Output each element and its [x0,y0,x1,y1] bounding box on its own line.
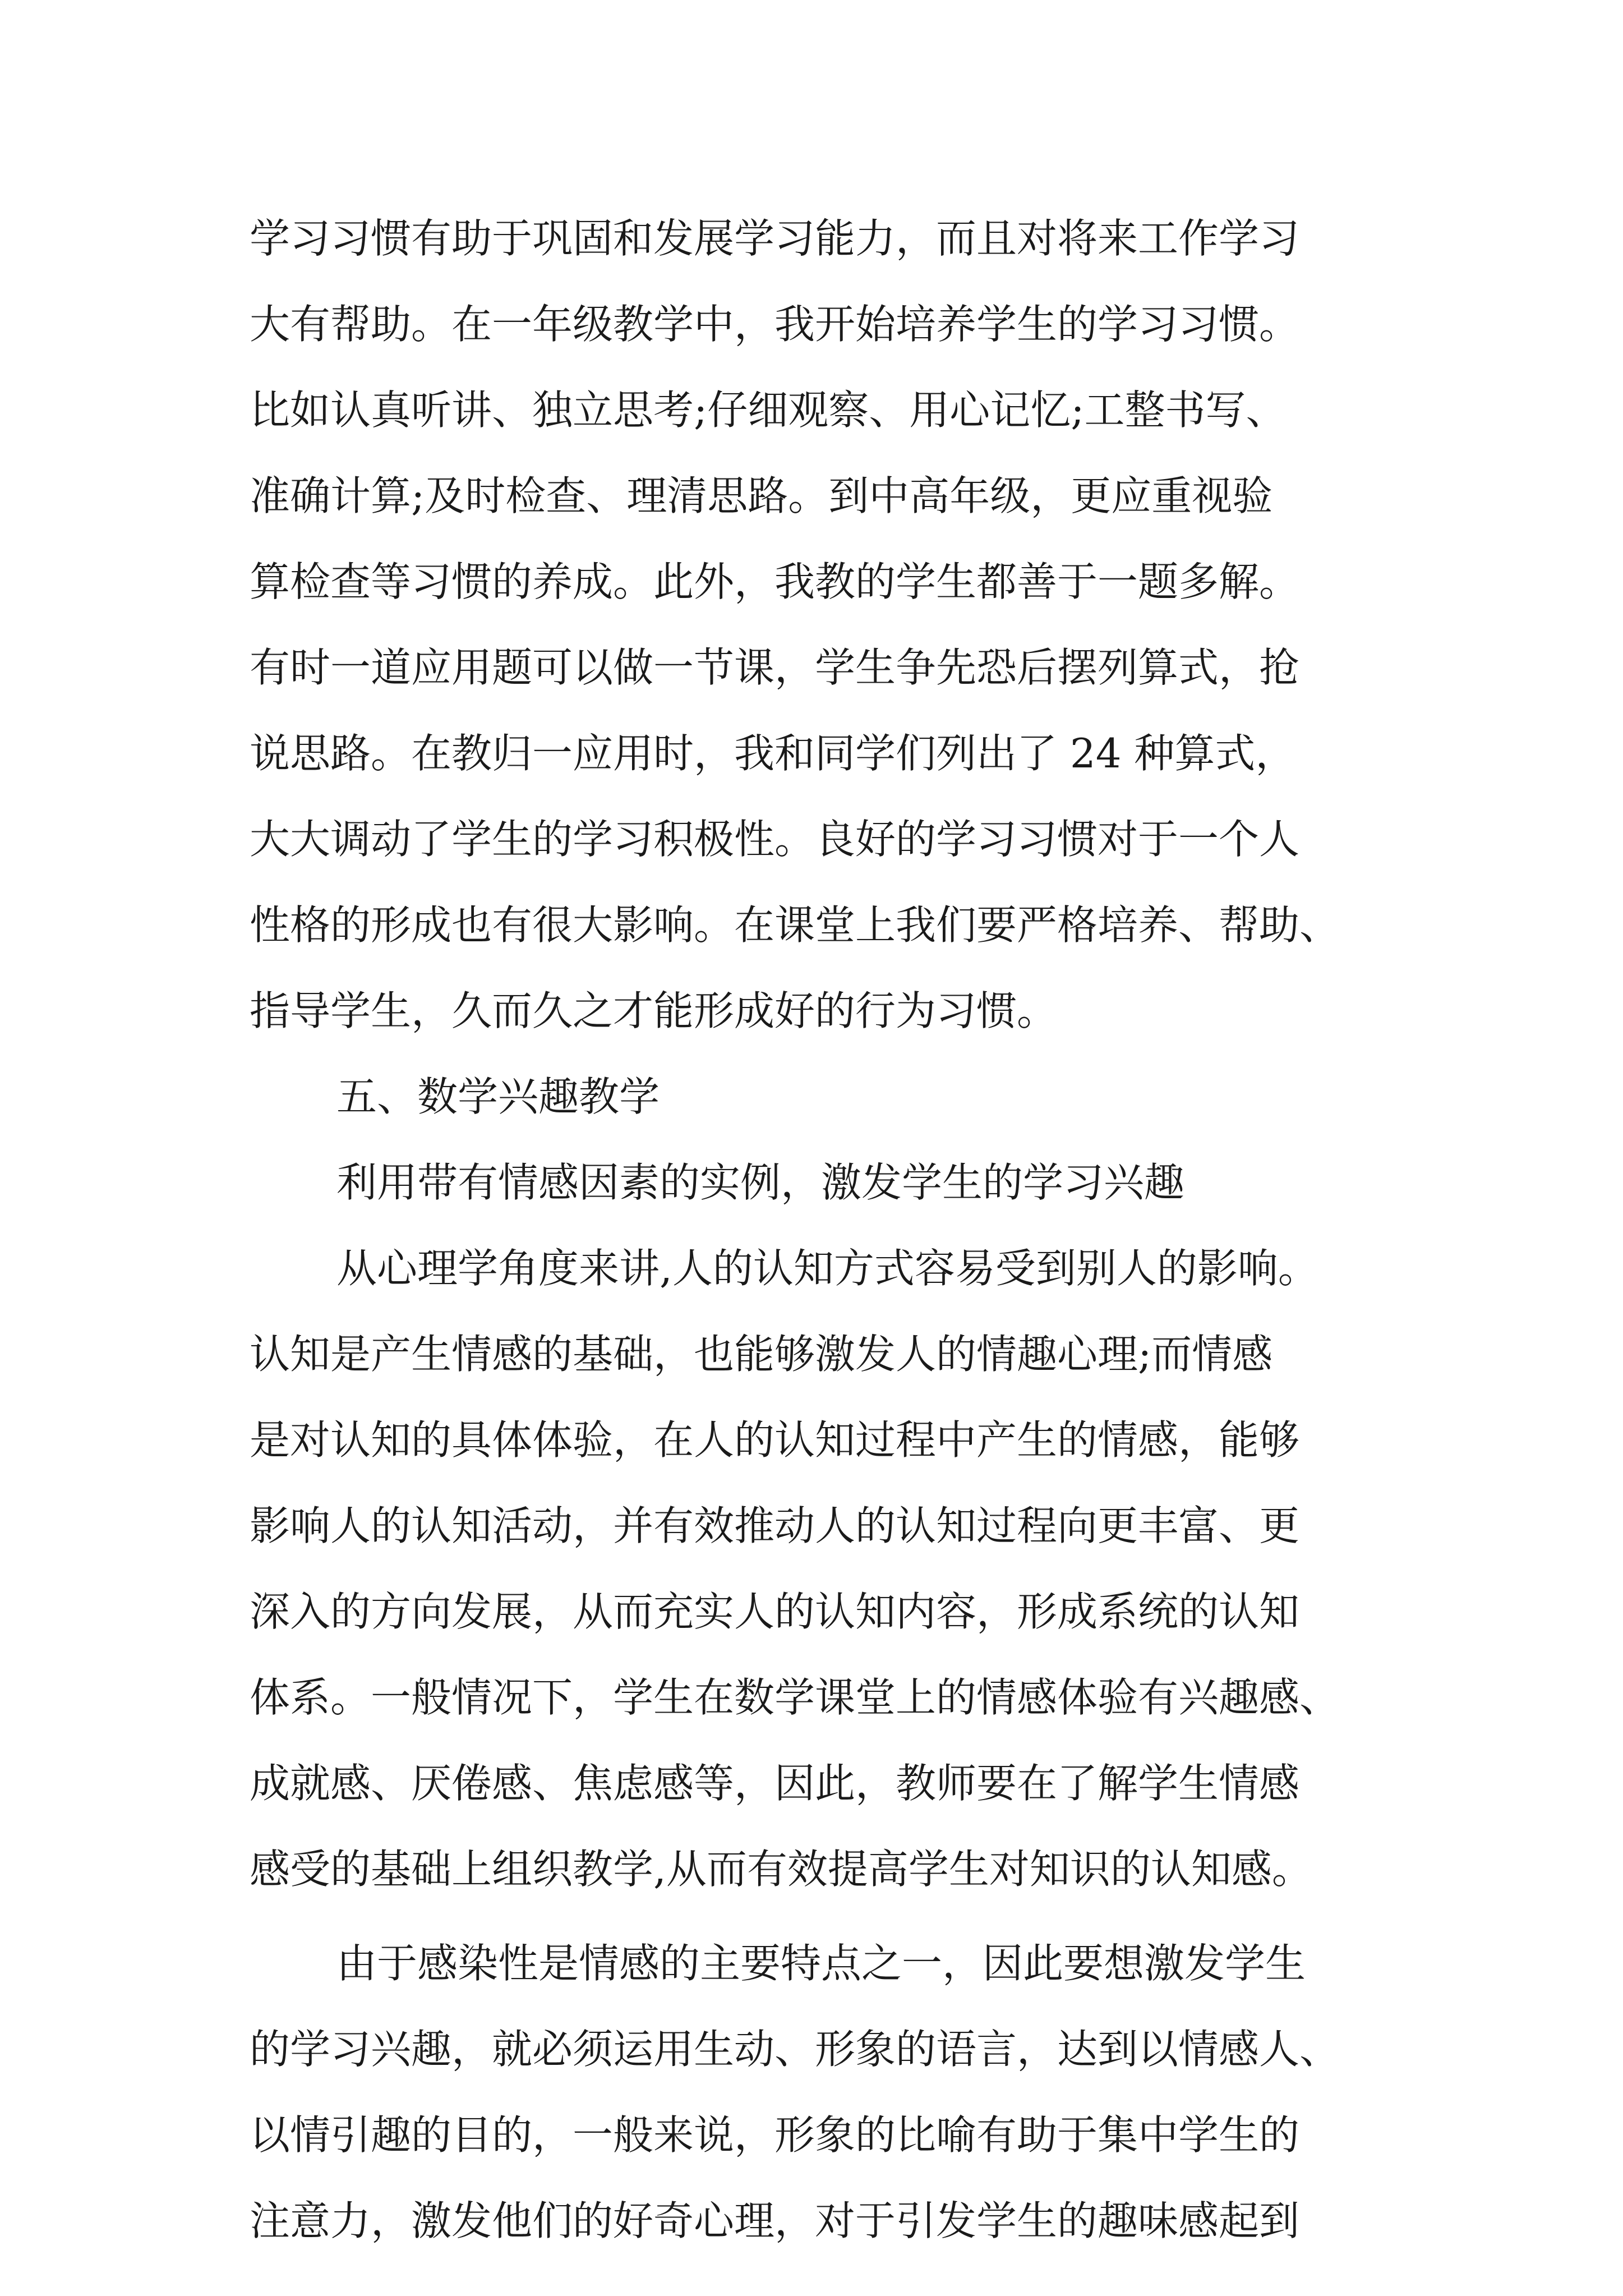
section-heading: 五、数学兴趣教学 [336,1073,660,1120]
text-line: 性格的形成也有很大影响。在课堂上我们要严格培养、帮助、 [250,901,1340,949]
text-line: 成就感、厌倦感、焦虑感等，因此，教师要在了解学生情感 [250,1760,1300,1807]
text-line: 是对认知的具体体验，在人的认知过程中产生的情感，能够 [250,1416,1300,1464]
paragraph-start: 从心理学角度来讲,人的认知方式容易受到别人的影响。 [336,1245,1318,1292]
text-line: 以情引趣的目的，一般来说，形象的比喻有助于集中学生的 [250,2111,1300,2159]
text-line: 大有帮助。在一年级教学中，我开始培养学生的学习习惯。 [250,301,1300,348]
text-line: 学习习惯有助于巩固和发展学习能力，而且对将来工作学习 [250,215,1300,262]
paragraph-start: 由于感染性是情感的主要特点之一，因此要想激发学生 [336,1940,1306,1987]
text-line: 有时一道应用题可以做一节课，学生争先恐后摆列算式，抢 [250,644,1300,691]
text-line: 比如认真听讲、独立思考;仔细观察、用心记忆;工整书写、 [250,386,1287,434]
text-line: 认知是产生情感的基础，也能够激发人的情趣心理;而情感 [250,1331,1273,1378]
text-line: 指导学生，久而久之才能形成好的行为习惯。 [250,987,1058,1034]
text-line: 深入的方向发展，从而充实人的认知内容，形成系统的认知 [250,1588,1300,1635]
text-line: 的学习兴趣，就必须运用生动、形象的语言，达到以情感人、 [250,2026,1340,2073]
subheading: 利用带有情感因素的实例，激发学生的学习兴趣 [336,1159,1185,1206]
text-line: 大大调动了学生的学习积极性。良好的学习习惯对于一个人 [250,816,1300,863]
text-line: 影响人的认知活动，并有效推动人的认知过程向更丰富、更 [250,1502,1300,1549]
text-line: 准确计算;及时检查、理清思路。到中高年级，更应重视验 [250,472,1273,519]
text-line: 体系。一般情况下，学生在数学课堂上的情感体验有兴趣感、 [250,1674,1340,1721]
text-line: 算检查等习惯的养成。此外，我教的学生都善于一题多解。 [250,558,1300,605]
text-line: 注意力，激发他们的好奇心理，对于引发学生的趣味感起到 [250,2197,1300,2244]
text-line: 说思路。在教归一应用时，我和同学们列出了 24 种算式， [250,730,1296,777]
text-line: 感受的基础上组织教学,从而有效提高学生对知识的认知感。 [250,1846,1312,1893]
